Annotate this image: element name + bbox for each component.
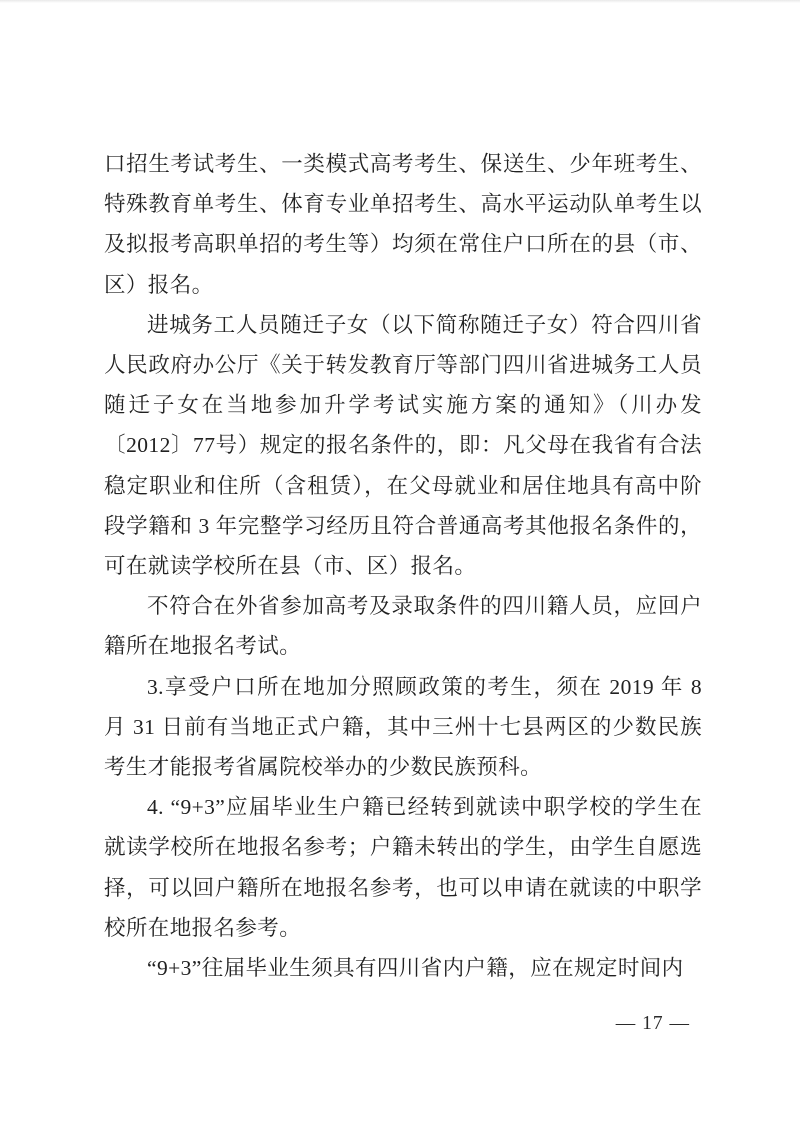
paragraph-item-4-9plus3-current: 4. “9+3”应届毕业生户籍已经转到就读中职学校的学生在就读学校所在地报名参考；户籍未转出的学生，由学生自愿选择，可以回户籍所在地报名参考，也可以申请在就读的中职学校所在地报名参考。 [104, 795, 702, 940]
scan-edge-artifact [0, 0, 800, 3]
page-footer [0, 1010, 690, 1038]
document-body [104, 144, 702, 988]
paragraph-9plus3-former: “9+3”往届毕业生须具有四川省内户籍，应在规定时间内 [147, 956, 684, 981]
page-number: — 17 — [615, 1013, 690, 1034]
paragraph-migrant-children-policy: 进城务工人员随迁子女（以下简称随迁子女）符合四川省人民政府办公厅《关于转发教育厅等部门四川省进城务工人员随迁子女在当地参加升学考试实施方案的通知》（川办发〔2012〕77号）规定的报名条件的，即：凡父母在我省有合法稳定职业和住所（含租赁），在父母就业和居住地具有高中阶段学籍和 3 年完整学习经历且符合普通高考其他报名条件的，可在就读学校所在县（市、区）报名。 [104, 312, 702, 579]
paragraph-continuation: 口招生考试考生、一类模式高考考生、保送生、少年班考生、特殊教育单考生、体育专业单招考生、高水平运动队单考生以及拟报考高职单招的考生等）均须在常住户口所在的县（市、区）报名。 [104, 152, 702, 297]
paragraph-item-3-bonus-policy: 3.享受户口所在地加分照顾政策的考生，须在 2019 年 8 月 31 日前有当地正式户籍，其中三州十七县两区的少数民族考生才能报考省属院校举办的少数民族预科。 [104, 674, 702, 780]
paragraph-out-of-province: 不符合在外省参加高考及录取条件的四川籍人员，应回户籍所在地报名考试。 [104, 594, 702, 659]
